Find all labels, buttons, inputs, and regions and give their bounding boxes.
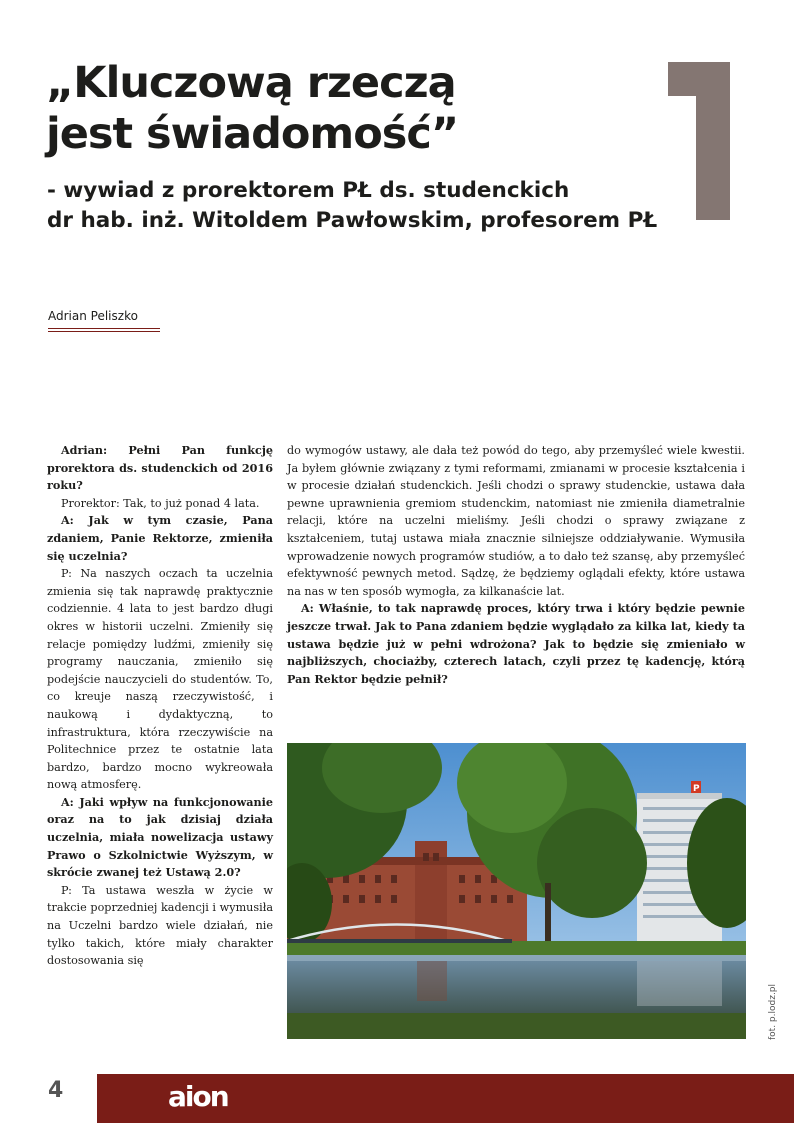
paragraph-question: A: Jaki wpływ na funkcjonowanie oraz na to jak dzisiaj działa uczelnia, miała nowelizacja ustawy Prawo o Szkolnictwie Wyższym, w skrócie zwanej też Ustawą 2.0? [47, 794, 273, 880]
page-number: 4 [48, 1078, 64, 1103]
building-sign-letter: P [693, 784, 700, 794]
photo-credit: fot. p.lodz.pl [768, 983, 778, 1040]
paragraph-question: A: Jak w tym czasie, Pana zdaniem, Panie Rektorze, zmieniła się uczelnia? [47, 513, 273, 563]
subtitle-line-1: - wywiad z prorektorem PŁ ds. studenckich [47, 178, 570, 203]
aion-logo: aion [168, 1080, 228, 1113]
text-column-right [287, 442, 745, 688]
text-column-left [47, 442, 273, 970]
paragraph-answer: Prorektor: Tak, to już ponad 4 lata. [61, 496, 260, 510]
chapter-number [668, 62, 730, 220]
article-subtitle [47, 176, 667, 236]
author-underline [48, 328, 160, 332]
campus-photo [287, 743, 746, 1039]
title-line-2: jest świadomość” [46, 109, 459, 159]
title-line-1: „Kluczową rzeczą [46, 58, 456, 108]
paragraph-question: Adrian: Pełni Pan funkcję prorektora ds. studenckich od 2016 roku? [47, 443, 273, 493]
author-byline: Adrian Peliszko [48, 309, 138, 323]
article-title [46, 58, 458, 160]
subtitle-line-2: dr hab. inż. Witoldem Pawłowskim, profesorem PŁ [47, 208, 658, 233]
paragraph-continuation: do wymogów ustawy, ale dała też powód do tego, aby przemyśleć wiele kwestii. Ja byłem głównie związany z tymi reformami, zmianami w procesie kształcenia i w procesie działań studenckich. Jeśli chodzi o sprawy studenckie, ustawa dała pewne uprawnienia gremiom studenckim, natomiast nie zmieniła diametralnie relacji, które na uczelni mieliśmy. Jeśli chodzi o sprawy związane z kształceniem, tutaj ustawa miała znacznie silniejsze oddziaływanie. Wymusiła wprowadzenie nowych programów studiów, a to dało też szansę, aby przemyśleć efektywność pewnych metod. Sądzę, że będziemy oglądali efekty, które ustawa na nas w ten sposób wymogła, za kilkanaście lat. [287, 444, 745, 598]
paragraph-answer: P: Ta ustawa weszła w życie w trakcie poprzedniej kadencji i wymusiła na Uczelni bardzo wiele działań, nie tylko takich, które miały charakter dostosowania się [47, 883, 273, 968]
paragraph-answer: P: Na naszych oczach ta uczelnia zmienia się tak naprawdę praktycznie codziennie. 4 lata to jest bardzo długi okres w historii uczelni. Zmieniły się relacje pomiędzy ludźmi, zmieniły się programy nauczania, zmieniło się podejście nauczycieli do studentów. To, co kreuje naszą rzeczywistość, i naukową i dydaktyczną, to infrastruktura, która rzeczywiście na Politechnice przez te ostatnie lata bardzo, bardzo mocno wykreowała nową atmosferę. [47, 567, 273, 792]
paragraph-question: A: Właśnie, to tak naprawdę proces, który trwa i który będzie pewnie jeszcze trwał. Jak to Pana zdaniem będzie wyglądało za kilka lat, kiedy ta ustawa będzie już w pełni wdrożona? Jak to będzie się zmieniało w najbliższych, chociażby, czterech latach, czyli przez tę kadencję, którą Pan Rektor będzie pełnił? [287, 601, 745, 686]
campus-illustration [287, 743, 746, 1039]
